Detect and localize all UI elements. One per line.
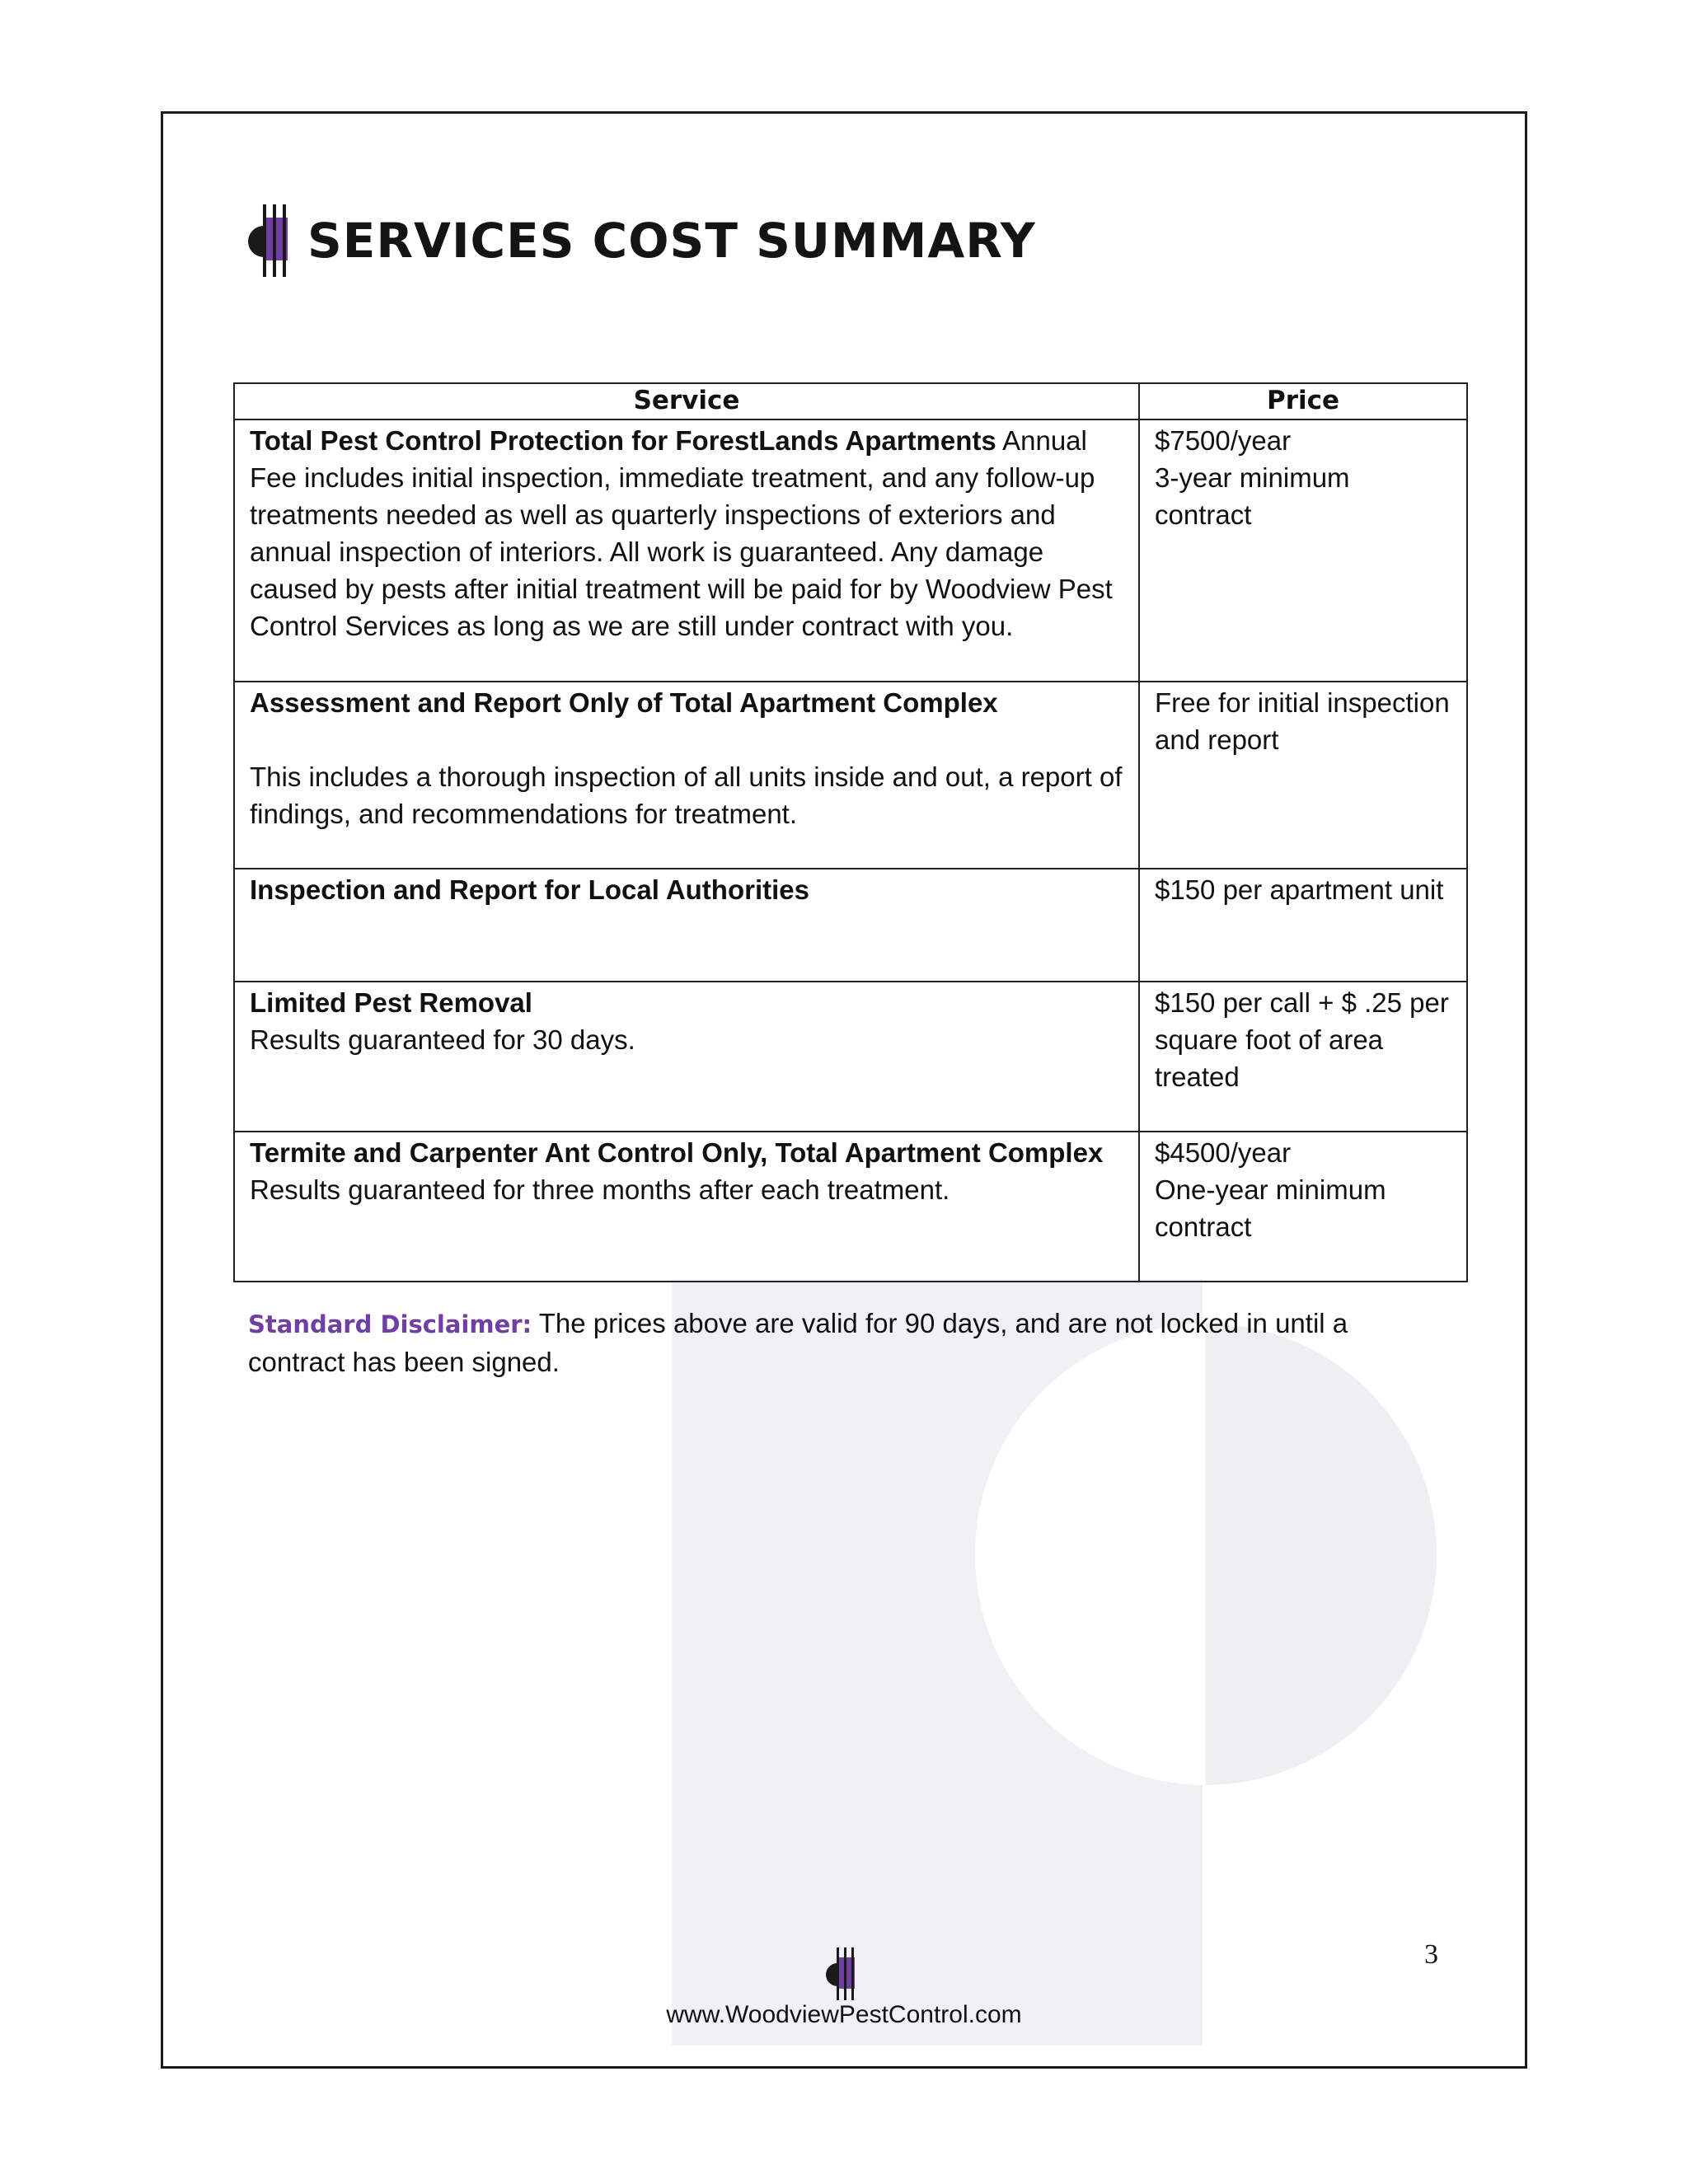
table-row <box>234 982 1467 1132</box>
service-cell <box>234 682 1139 869</box>
table-row <box>234 419 1467 682</box>
watermark-circle <box>975 1324 1437 1785</box>
service-description: Results guaranteed for three months after each treatment. <box>250 1174 950 1205</box>
service-description: This includes a thorough inspection of all units inside and out, a report of findings, and recommendations for treatment. <box>250 762 1123 829</box>
table-header-row <box>234 383 1467 419</box>
website-link[interactable]: www.WoodviewPestControl.com <box>666 2001 1022 2028</box>
service-title: Limited Pest Removal <box>250 987 532 1018</box>
disclaimer-label: Standard Disclaimer: <box>248 1310 532 1338</box>
table-row <box>234 869 1467 982</box>
disclaimer <box>248 1305 1402 1380</box>
services-cost-table <box>233 382 1468 1282</box>
footer-logo-icon <box>826 1947 862 2000</box>
price-cell <box>1139 982 1467 1132</box>
page-number: 3 <box>1424 1939 1438 1970</box>
price-note: One-year minimum contract <box>1155 1174 1386 1242</box>
price-cell <box>1139 869 1467 982</box>
service-cell <box>234 419 1139 682</box>
header-service: Service <box>234 383 1139 419</box>
service-title: Total Pest Control Protection for ForestLands Apartments <box>250 425 996 456</box>
price-value: $7500/year <box>1155 425 1292 456</box>
service-cell <box>234 869 1139 982</box>
price-cell <box>1139 419 1467 682</box>
service-cell <box>234 982 1139 1132</box>
woodview-logo-icon <box>248 204 301 277</box>
price-value: Free for initial inspection and report <box>1155 687 1450 755</box>
disclaimer-text: The prices above are valid for 90 days, and are not locked in until a contract has been signed. <box>248 1308 1348 1377</box>
price-note: 3-year minimum contract <box>1155 462 1350 530</box>
table-row <box>234 682 1467 869</box>
page-frame <box>161 111 1527 2069</box>
page-title: SERVICES COST SUMMARY <box>307 213 1036 269</box>
title-row <box>248 204 1036 277</box>
service-title: Inspection and Report for Local Authorities <box>250 874 809 905</box>
service-cell <box>234 1132 1139 1282</box>
header-price: Price <box>1139 383 1467 419</box>
price-value: $150 per call + $ .25 per square foot of area treated <box>1155 987 1449 1092</box>
price-value: $4500/year <box>1155 1137 1292 1168</box>
service-title: Assessment and Report Only of Total Apartment Complex <box>250 687 998 718</box>
price-cell <box>1139 1132 1467 1282</box>
table-row <box>234 1132 1467 1282</box>
price-cell <box>1139 682 1467 869</box>
service-title: Termite and Carpenter Ant Control Only, Total Apartment Complex <box>250 1137 1104 1168</box>
service-description: Results guaranteed for 30 days. <box>250 1024 635 1055</box>
service-description: Annual Fee includes initial inspection, immediate treatment, and any follow-up treatments needed as well as quarterly inspections of exteriors and annual inspection of interiors. All work is guaranteed. Any damage caused by pests after initial treatment will be paid for by Woodview Pest Control Services as long as we are still under contract with you. <box>250 425 1113 641</box>
price-value: $150 per apartment unit <box>1155 874 1444 905</box>
